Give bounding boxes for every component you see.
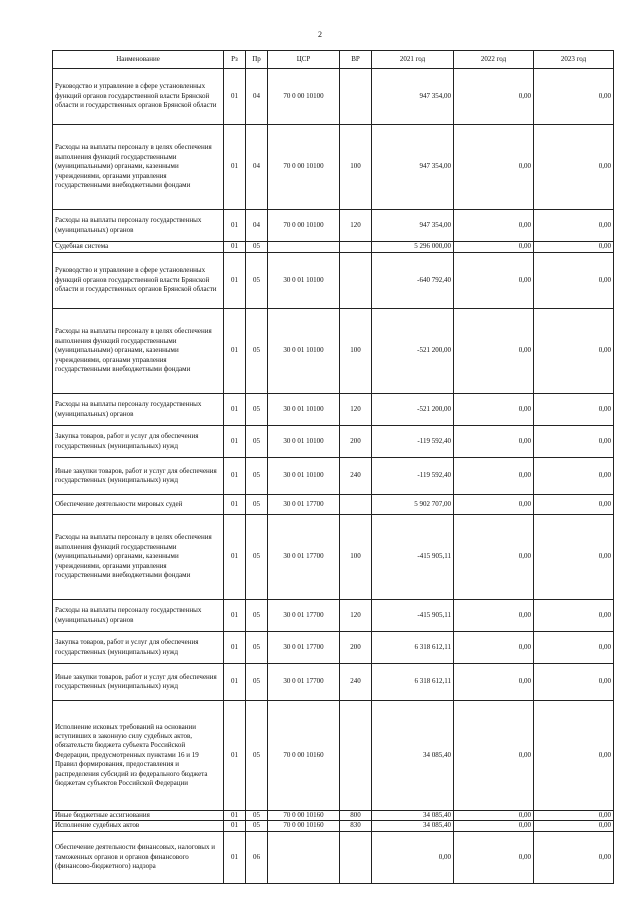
table-row	[53, 69, 614, 125]
row-name: Закупка товаров, работ и услуг для обеспечения государственных (муниципальных) нужд	[53, 632, 224, 664]
row-pr: 05	[246, 495, 268, 515]
table-row	[53, 426, 614, 458]
row-pr: 06	[246, 831, 268, 883]
row-pr: 05	[246, 515, 268, 600]
row-value-2022: 0,00	[454, 394, 534, 426]
row-value-2021: 947 354,00	[372, 210, 454, 242]
row-pr: 05	[246, 394, 268, 426]
row-rz: 01	[224, 664, 246, 701]
row-value-2023: 0,00	[534, 515, 614, 600]
row-rz: 01	[224, 600, 246, 632]
row-value-2021: -119 592,40	[372, 426, 454, 458]
row-value-2023: 0,00	[534, 394, 614, 426]
row-csr: 70 0 00 10100	[268, 125, 340, 210]
row-name: Руководство и управление в сфере установленных функций органов государственной власти Брянской области и государственных органов Брянской области	[53, 69, 224, 125]
row-pr: 05	[246, 664, 268, 701]
header-2021: 2021 год	[372, 51, 454, 69]
row-name: Обеспечение деятельности мировых судей	[53, 495, 224, 515]
row-name: Расходы на выплаты персоналу государственных (муниципальных) органов	[53, 394, 224, 426]
row-value-2023: 0,00	[534, 69, 614, 125]
row-vr: 120	[340, 394, 372, 426]
row-value-2023: 0,00	[534, 253, 614, 309]
row-pr: 05	[246, 253, 268, 309]
row-vr: 200	[340, 426, 372, 458]
header-csr: ЦСР	[268, 51, 340, 69]
row-value-2021: -415 905,11	[372, 600, 454, 632]
row-vr: 200	[340, 632, 372, 664]
row-value-2022: 0,00	[454, 309, 534, 394]
row-value-2023: 0,00	[534, 831, 614, 883]
row-value-2022: 0,00	[454, 831, 534, 883]
row-pr: 05	[246, 242, 268, 253]
table-row	[53, 600, 614, 632]
table-row	[53, 495, 614, 515]
row-pr: 05	[246, 701, 268, 811]
row-value-2021: 34 085,40	[372, 811, 454, 821]
row-rz: 01	[224, 309, 246, 394]
row-rz: 01	[224, 701, 246, 811]
row-csr: 30 0 01 17700	[268, 600, 340, 632]
table-row	[53, 210, 614, 242]
row-value-2022: 0,00	[454, 69, 534, 125]
row-vr: 240	[340, 664, 372, 701]
row-vr: 120	[340, 210, 372, 242]
row-name: Иные бюджетные ассигнования	[53, 811, 224, 821]
row-csr: 30 0 01 10100	[268, 253, 340, 309]
row-csr: 30 0 01 10100	[268, 394, 340, 426]
header-2022: 2022 год	[454, 51, 534, 69]
row-value-2022: 0,00	[454, 426, 534, 458]
row-vr: 240	[340, 458, 372, 495]
row-pr: 05	[246, 458, 268, 495]
row-rz: 01	[224, 515, 246, 600]
row-vr: 830	[340, 821, 372, 831]
row-rz: 01	[224, 426, 246, 458]
row-rz: 01	[224, 394, 246, 426]
table-row	[53, 701, 614, 811]
row-value-2021: 947 354,00	[372, 125, 454, 210]
row-value-2021: -415 905,11	[372, 515, 454, 600]
row-value-2023: 0,00	[534, 458, 614, 495]
row-rz: 01	[224, 458, 246, 495]
row-value-2023: 0,00	[534, 600, 614, 632]
table-row	[53, 821, 614, 831]
row-value-2023: 0,00	[534, 210, 614, 242]
row-csr: 70 0 00 10100	[268, 210, 340, 242]
table-row	[53, 811, 614, 821]
row-value-2021: -521 200,00	[372, 394, 454, 426]
row-pr: 04	[246, 69, 268, 125]
table-header-row	[53, 51, 614, 69]
row-value-2023: 0,00	[534, 811, 614, 821]
row-value-2022: 0,00	[454, 664, 534, 701]
table-row	[53, 253, 614, 309]
row-value-2021: 34 085,40	[372, 701, 454, 811]
row-value-2022: 0,00	[454, 242, 534, 253]
row-rz: 01	[224, 242, 246, 253]
row-vr	[340, 495, 372, 515]
row-rz: 01	[224, 821, 246, 831]
row-value-2022: 0,00	[454, 253, 534, 309]
row-vr: 100	[340, 125, 372, 210]
row-name: Обеспечение деятельности финансовых, налоговых и таможенных органов и органов финансового (финансово-бюджетного) надзора	[53, 831, 224, 883]
row-pr: 05	[246, 309, 268, 394]
row-name: Расходы на выплаты персоналу государственных (муниципальных) органов	[53, 600, 224, 632]
row-value-2023: 0,00	[534, 821, 614, 831]
row-value-2021: 5 296 000,00	[372, 242, 454, 253]
row-rz: 01	[224, 253, 246, 309]
row-value-2023: 0,00	[534, 242, 614, 253]
row-value-2022: 0,00	[454, 125, 534, 210]
row-name: Иные закупки товаров, работ и услуг для обеспечения государственных (муниципальных) нужд	[53, 458, 224, 495]
row-vr	[340, 69, 372, 125]
row-value-2021: 6 318 612,11	[372, 632, 454, 664]
row-pr: 05	[246, 426, 268, 458]
row-vr	[340, 831, 372, 883]
row-value-2021: 6 318 612,11	[372, 664, 454, 701]
row-value-2022: 0,00	[454, 495, 534, 515]
row-value-2021: -521 200,00	[372, 309, 454, 394]
row-value-2023: 0,00	[534, 701, 614, 811]
row-pr: 05	[246, 632, 268, 664]
table-row	[53, 309, 614, 394]
row-rz: 01	[224, 811, 246, 821]
row-csr: 70 0 00 10160	[268, 811, 340, 821]
table-row	[53, 515, 614, 600]
row-pr: 04	[246, 210, 268, 242]
row-name: Исполнение исковых требований на основании вступивших в законную силу судебных актов, обязательств бюджета субъекта Российской Федерации, предусмотренных пунктами 16 и 19 Правил формирования, предоставления и распределения субсидий из федерального бюджета бюджетам субъектов Российской Федерации	[53, 701, 224, 811]
row-rz: 01	[224, 831, 246, 883]
row-value-2021: -640 792,40	[372, 253, 454, 309]
row-value-2023: 0,00	[534, 664, 614, 701]
header-2023: 2023 год	[534, 51, 614, 69]
row-csr: 30 0 01 17700	[268, 515, 340, 600]
table-row	[53, 632, 614, 664]
row-value-2021: -119 592,40	[372, 458, 454, 495]
row-csr: 30 0 01 10100	[268, 426, 340, 458]
row-value-2023: 0,00	[534, 495, 614, 515]
row-csr: 30 0 01 17700	[268, 664, 340, 701]
row-name: Руководство и управление в сфере установленных функций органов государственной власти Брянской области и государственных органов Брянской области	[53, 253, 224, 309]
row-rz: 01	[224, 495, 246, 515]
table-row	[53, 831, 614, 883]
table-row	[53, 394, 614, 426]
row-csr: 30 0 01 10100	[268, 458, 340, 495]
row-value-2022: 0,00	[454, 632, 534, 664]
table-row	[53, 664, 614, 701]
table-row	[53, 458, 614, 495]
row-vr: 100	[340, 515, 372, 600]
row-value-2022: 0,00	[454, 210, 534, 242]
row-pr: 05	[246, 600, 268, 632]
row-rz: 01	[224, 632, 246, 664]
row-csr: 70 0 00 10100	[268, 69, 340, 125]
row-value-2023: 0,00	[534, 632, 614, 664]
row-name: Исполнение судебных актов	[53, 821, 224, 831]
row-name: Расходы на выплаты персоналу в целях обеспечения выполнения функций государственными (муниципальными) органами, казенными учреждениями, органами управления государственными внебюджетными фондами	[53, 515, 224, 600]
budget-table	[52, 50, 614, 884]
row-value-2023: 0,00	[534, 125, 614, 210]
row-name: Расходы на выплаты персоналу в целях обеспечения выполнения функций государственными (муниципальными) органами, казенными учреждениями, органами управления государственными внебюджетными фондами	[53, 125, 224, 210]
row-value-2022: 0,00	[454, 701, 534, 811]
table-row	[53, 125, 614, 210]
row-csr	[268, 831, 340, 883]
row-pr: 04	[246, 125, 268, 210]
row-name: Расходы на выплаты персоналу государственных (муниципальных) органов	[53, 210, 224, 242]
row-value-2021: 34 085,40	[372, 821, 454, 831]
row-vr	[340, 242, 372, 253]
row-name: Расходы на выплаты персоналу в целях обеспечения выполнения функций государственными (муниципальными) органами, казенными учреждениями, органами управления государственными внебюджетными фондами	[53, 309, 224, 394]
row-csr: 30 0 01 10100	[268, 309, 340, 394]
row-value-2023: 0,00	[534, 309, 614, 394]
row-vr	[340, 253, 372, 309]
row-csr: 30 0 01 17700	[268, 495, 340, 515]
row-value-2022: 0,00	[454, 458, 534, 495]
row-value-2022: 0,00	[454, 515, 534, 600]
row-rz: 01	[224, 69, 246, 125]
row-value-2022: 0,00	[454, 811, 534, 821]
header-name: Наименование	[53, 51, 224, 69]
row-rz: 01	[224, 125, 246, 210]
header-rz: Рз	[224, 51, 246, 69]
row-csr: 70 0 00 10160	[268, 701, 340, 811]
row-value-2021: 0,00	[372, 831, 454, 883]
page-number: 2	[318, 30, 322, 39]
header-vr: ВР	[340, 51, 372, 69]
row-csr: 70 0 00 10160	[268, 821, 340, 831]
row-rz: 01	[224, 210, 246, 242]
row-value-2022: 0,00	[454, 821, 534, 831]
row-vr: 120	[340, 600, 372, 632]
row-vr: 100	[340, 309, 372, 394]
row-value-2021: 947 354,00	[372, 69, 454, 125]
row-csr: 30 0 01 17700	[268, 632, 340, 664]
header-pr: Пр	[246, 51, 268, 69]
row-pr: 05	[246, 821, 268, 831]
row-name: Закупка товаров, работ и услуг для обеспечения государственных (муниципальных) нужд	[53, 426, 224, 458]
row-value-2022: 0,00	[454, 600, 534, 632]
row-vr: 800	[340, 811, 372, 821]
row-name: Судебная система	[53, 242, 224, 253]
row-csr	[268, 242, 340, 253]
row-value-2023: 0,00	[534, 426, 614, 458]
row-pr: 05	[246, 811, 268, 821]
row-value-2021: 5 902 707,00	[372, 495, 454, 515]
row-vr	[340, 701, 372, 811]
table-row	[53, 242, 614, 253]
row-name: Иные закупки товаров, работ и услуг для обеспечения государственных (муниципальных) нужд	[53, 664, 224, 701]
